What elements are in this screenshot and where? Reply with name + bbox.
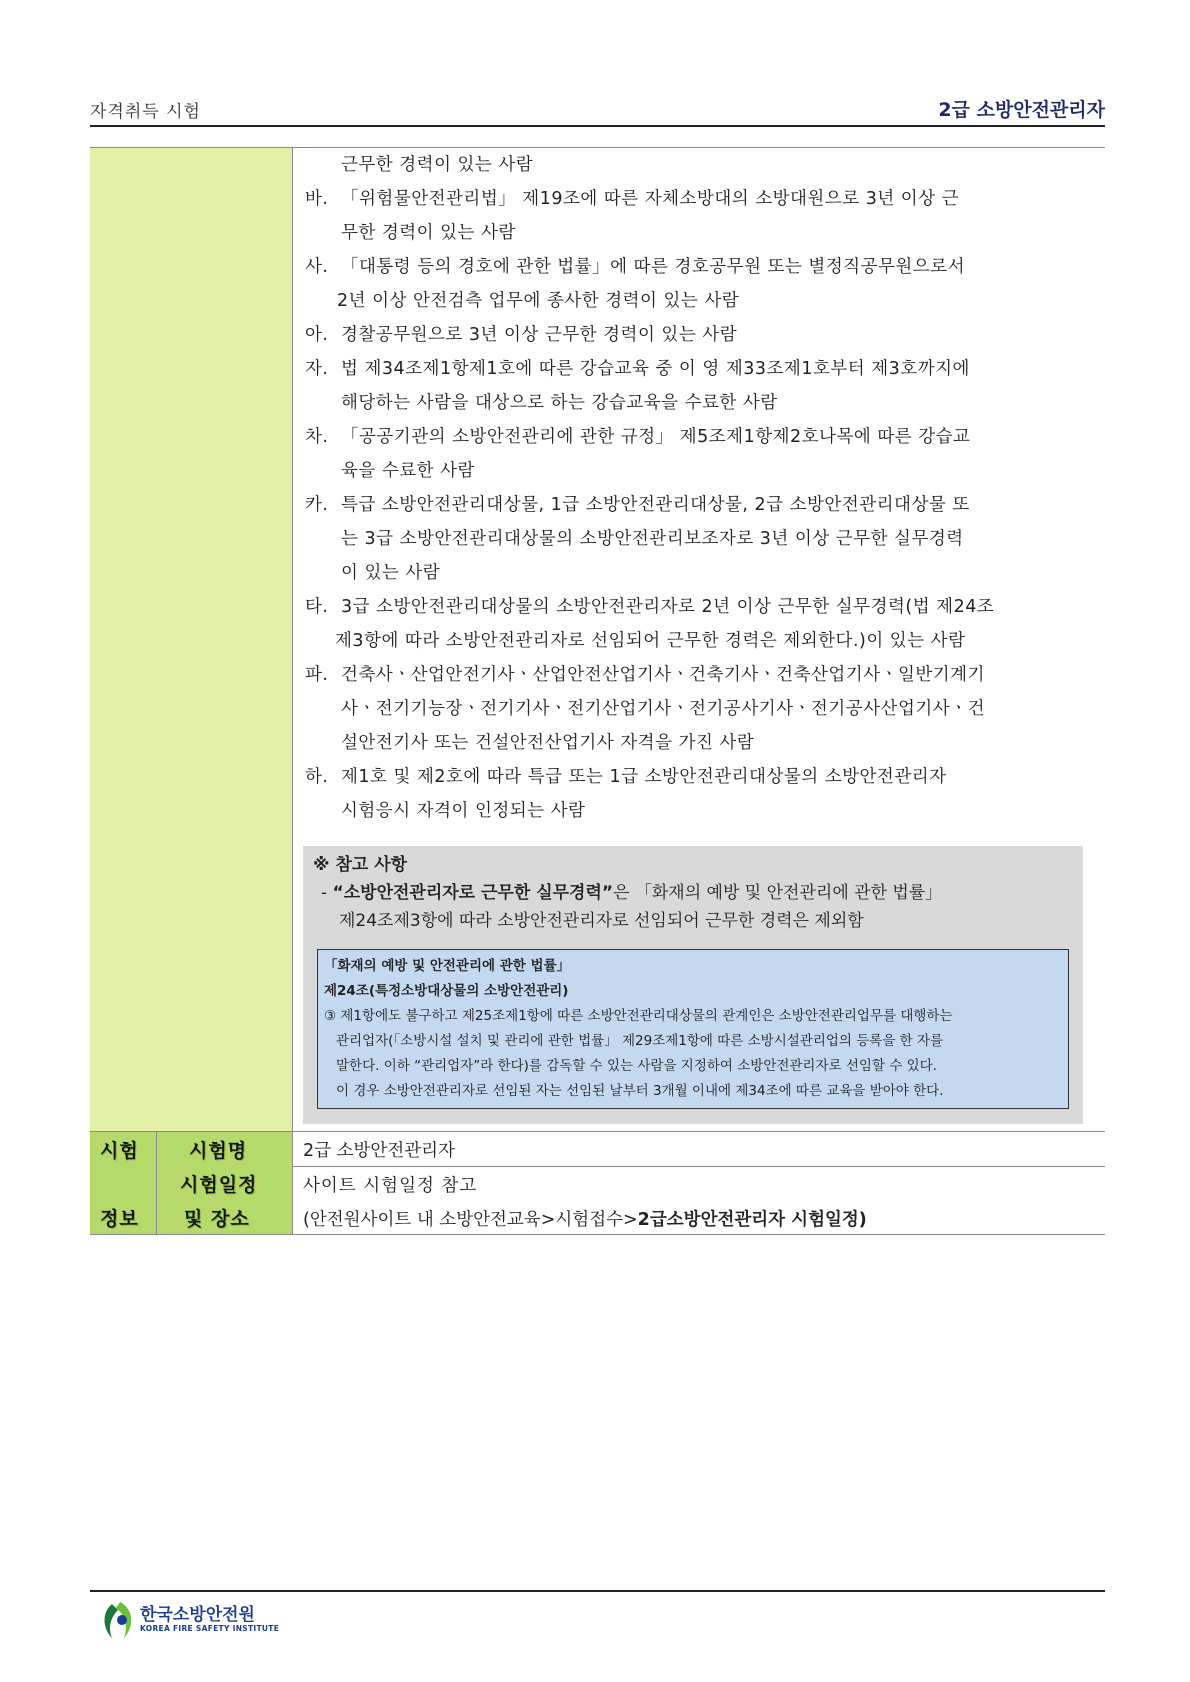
item-marker: 사. xyxy=(305,257,329,277)
item-line: 설안전기사 또는 건설안전산업기사 자격을 가진 사람 xyxy=(341,733,755,753)
header-title: 2급 소방안전관리자 xyxy=(938,99,1105,121)
footer-org-name: 한국소방안전원 xyxy=(140,1605,255,1625)
item-line: 무한 경력이 있는 사람 xyxy=(341,223,516,243)
item-line: 제3항에 따라 소방안전관리자로 선임되어 근무한 경력은 제외한다.)이 있는 사람 xyxy=(335,631,966,651)
reference-bullet xyxy=(321,878,942,903)
exam-info-label-bottom-cell xyxy=(90,1166,157,1234)
item-line: 이 있는 사람 xyxy=(341,563,441,583)
item-line: 「대통령 등의 경호에 관한 법률」에 따른 경호공무원 또는 별정직공무원으로서 xyxy=(341,257,966,277)
item-marker: 자. xyxy=(305,359,329,379)
qualification-table xyxy=(90,147,1105,1230)
item-line: 사ㆍ전기기능장ㆍ전기기사ㆍ전기산업기사ㆍ전기공사기사ㆍ전기공사산업기사ㆍ건 xyxy=(341,699,985,719)
law-line: 이 경우 소방안전관리자로 선임된 자는 선임된 날부터 3개월 이내에 제34조에 따른 교육을 받아야 한다. xyxy=(336,1083,944,1099)
item-line: 특급 소방안전관리대상물, 1급 소방안전관리대상물, 2급 소방안전관리대상물 또 xyxy=(341,495,970,515)
schedule-path-bold: 2급소방안전관리자 시험일정) xyxy=(637,1210,867,1230)
item-line: 는 3급 소방안전관리대상물의 소방안전관리보조자로 3년 이상 근무한 실무경력 xyxy=(341,529,964,549)
exam-info-label-bottom: 정보 xyxy=(100,1208,139,1230)
exam-name-label-cell xyxy=(157,1132,293,1166)
exam-name-label: 시험명 xyxy=(189,1140,248,1162)
law-article: 제24조(특정소방대상물의 소방안전관리) xyxy=(324,983,569,999)
law-title: 「화재의 예방 및 안전관리에 관한 법률」 xyxy=(324,958,571,974)
item-line: 제1호 및 제2호에 따라 특급 또는 1급 소방안전관리대상물의 소방안전관리자 xyxy=(341,767,947,787)
law-line: 말한다. 이하 “관리업자”라 한다)를 감독할 수 있는 사람을 지정하여 소방안전관리자로 선임할 수 있다. xyxy=(336,1058,937,1074)
exam-info-label-top: 시험 xyxy=(100,1140,139,1162)
exam-schedule-value-2 xyxy=(303,1206,867,1231)
item-line: 시험응시 자격이 인정되는 사람 xyxy=(341,801,586,821)
item-marker: 파. xyxy=(305,665,329,685)
reference-bold-term: “소방안전관리자로 근무한 실무경력” xyxy=(332,883,614,903)
item-line: 「위험물안전관리법」 제19조에 따른 자체소방대의 소방대원으로 3년 이상 근 xyxy=(341,189,960,209)
schedule-path: (안전원사이트 내 소방안전교육>시험접수> xyxy=(303,1210,638,1230)
item-line: 2년 이상 안전검측 업무에 종사한 경력이 있는 사람 xyxy=(337,291,740,311)
item-marker: 차. xyxy=(305,427,329,447)
reference-title: ※ 참고 사항 xyxy=(313,855,408,875)
eligibility-list xyxy=(293,148,1105,1132)
bullet-dash: - xyxy=(321,883,333,903)
exam-schedule-label-cell xyxy=(157,1166,293,1234)
reference-box xyxy=(303,846,1083,1124)
law-line: ③ 제1항에도 불구하고 제25조제1항에 따른 소방안전관리대상물의 관계인은 소방안전관리업무를 대행하는 xyxy=(324,1008,953,1024)
exam-info-label-top-cell xyxy=(90,1132,157,1166)
item-marker: 카. xyxy=(305,495,329,515)
law-line: 관리업자(「소방시설 설치 및 관리에 관한 법률」 제29조제1항에 따른 소방시설관리업의 등록을 한 자를 xyxy=(336,1033,944,1049)
item-marker: 바. xyxy=(305,189,329,209)
footer-divider xyxy=(90,1590,1105,1592)
item-line: 법 제34조제1항제1호에 따른 강습교육 중 이 영 제33조제1호부터 제3호까지에 xyxy=(341,359,970,379)
exam-schedule-value-1: 사이트 시험일정 참고 xyxy=(303,1176,478,1196)
header-category: 자격취득 시험 xyxy=(90,102,201,122)
item-line: 경찰공무원으로 3년 이상 근무한 경력이 있는 사람 xyxy=(341,325,738,345)
item-line: 근무한 경력이 있는 사람 xyxy=(341,155,534,175)
item-marker: 아. xyxy=(305,325,329,345)
exam-name-row xyxy=(90,1131,1105,1167)
exam-schedule-label-1: 시험일정 xyxy=(180,1174,258,1196)
footer-org-name-en: KOREA FIRE SAFETY INSTITUTE xyxy=(140,1624,280,1633)
item-line: 육을 수료한 사람 xyxy=(341,461,475,481)
exam-schedule-label-2: 및 장소 xyxy=(184,1208,250,1230)
law-excerpt-box xyxy=(317,949,1069,1109)
eligibility-row xyxy=(90,147,1105,1132)
reference-bullet-line2: 제24조제3항에 따라 소방안전관리자로 선임되어 근무한 경력은 제외함 xyxy=(339,911,864,931)
label-cell xyxy=(90,148,293,1132)
item-line: 3급 소방안전관리대상물의 소방안전관리자로 2년 이상 근무한 실무경력(법 제24조 xyxy=(341,597,995,617)
reference-bullet-rest: 은 「화재의 예방 및 안전관리에 관한 법률」 xyxy=(613,883,943,903)
exam-schedule-row xyxy=(90,1166,1105,1235)
item-line: 건축사ㆍ산업안전기사ㆍ산업안전산업기사ㆍ건축기사ㆍ건축산업기사ㆍ일반기계기 xyxy=(341,665,985,685)
exam-name-value: 2급 소방안전관리자 xyxy=(303,1141,455,1161)
item-marker: 타. xyxy=(305,597,329,617)
item-line: 해당하는 사람을 대상으로 하는 강습교육을 수료한 사람 xyxy=(341,393,778,413)
page-header xyxy=(90,95,1105,127)
item-line: 「공공기관의 소방안전관리에 관한 규정」 제5조제1항제2호나목에 따른 강습교 xyxy=(341,427,971,447)
item-marker: 하. xyxy=(305,767,329,787)
